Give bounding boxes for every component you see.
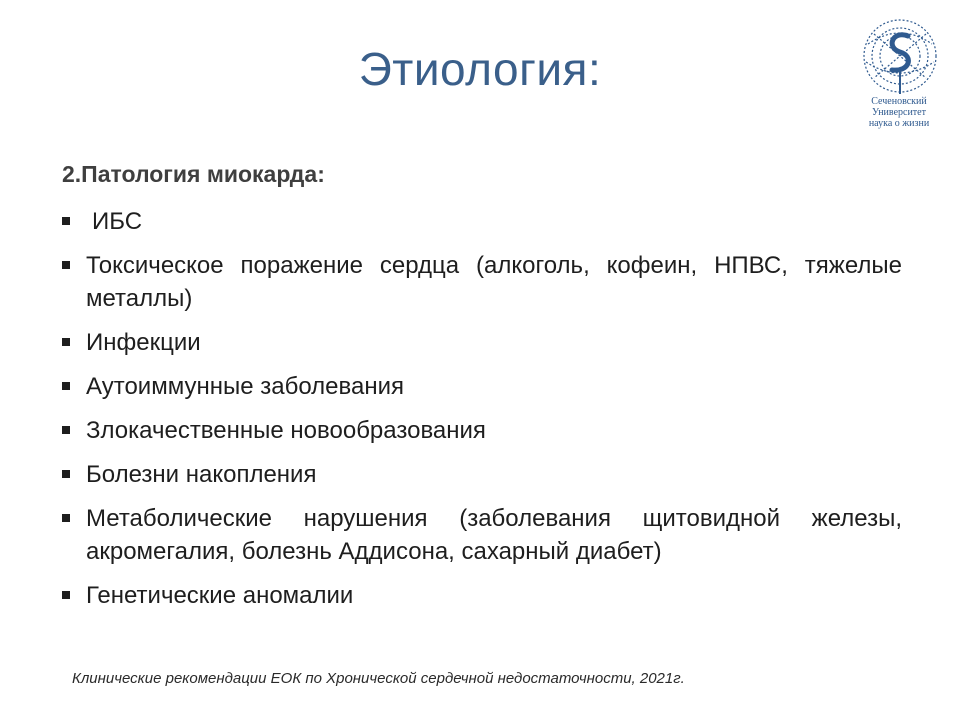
list-item [60, 502, 902, 568]
bullet-icon [62, 470, 70, 478]
list-item-text: Инфекции [86, 329, 201, 356]
list-item-text: Токсическое поражение сердца (алкоголь, кофеин, НПВС, тяжелые металлы) [86, 252, 902, 312]
logo-line-1: Сеченовский [871, 96, 927, 107]
list-item [60, 370, 902, 403]
list-item [60, 326, 902, 359]
section-subtitle: 2.Патология миокарда: [62, 161, 325, 187]
bullet-icon [62, 591, 70, 599]
list-item-text: Метаболические нарушения (заболевания щитовидной железы, акромегалия, болезнь Аддисона, сахарный диабет) [86, 505, 902, 565]
list-item-text: Генетические аномалии [86, 582, 354, 609]
list-item [60, 205, 902, 238]
bullet-icon [62, 261, 70, 269]
bullet-icon [62, 217, 70, 225]
logo-line-3: наука о жизни [868, 118, 930, 129]
list-item-text: Аутоиммунные заболевания [86, 373, 405, 400]
list-item-text: Злокачественные новообразования [86, 417, 486, 444]
list-item-text: ИБС [92, 208, 143, 235]
slide-title: Этиология: [358, 43, 602, 95]
list-item [60, 579, 902, 612]
list-item [60, 458, 902, 491]
reference-footnote: Клинические рекомендации ЕОК по Хронической сердечной недостаточности, 2021г. [72, 670, 685, 687]
etiology-list [60, 205, 902, 623]
bullet-icon [62, 338, 70, 346]
list-item [60, 249, 902, 315]
logo-line-2: Университет [872, 107, 926, 118]
list-item-text: Болезни накопления [86, 461, 317, 488]
bullet-icon [62, 382, 70, 390]
bullet-icon [62, 426, 70, 434]
list-item [60, 414, 902, 447]
bullet-icon [62, 514, 70, 522]
logo-caption [846, 96, 952, 129]
